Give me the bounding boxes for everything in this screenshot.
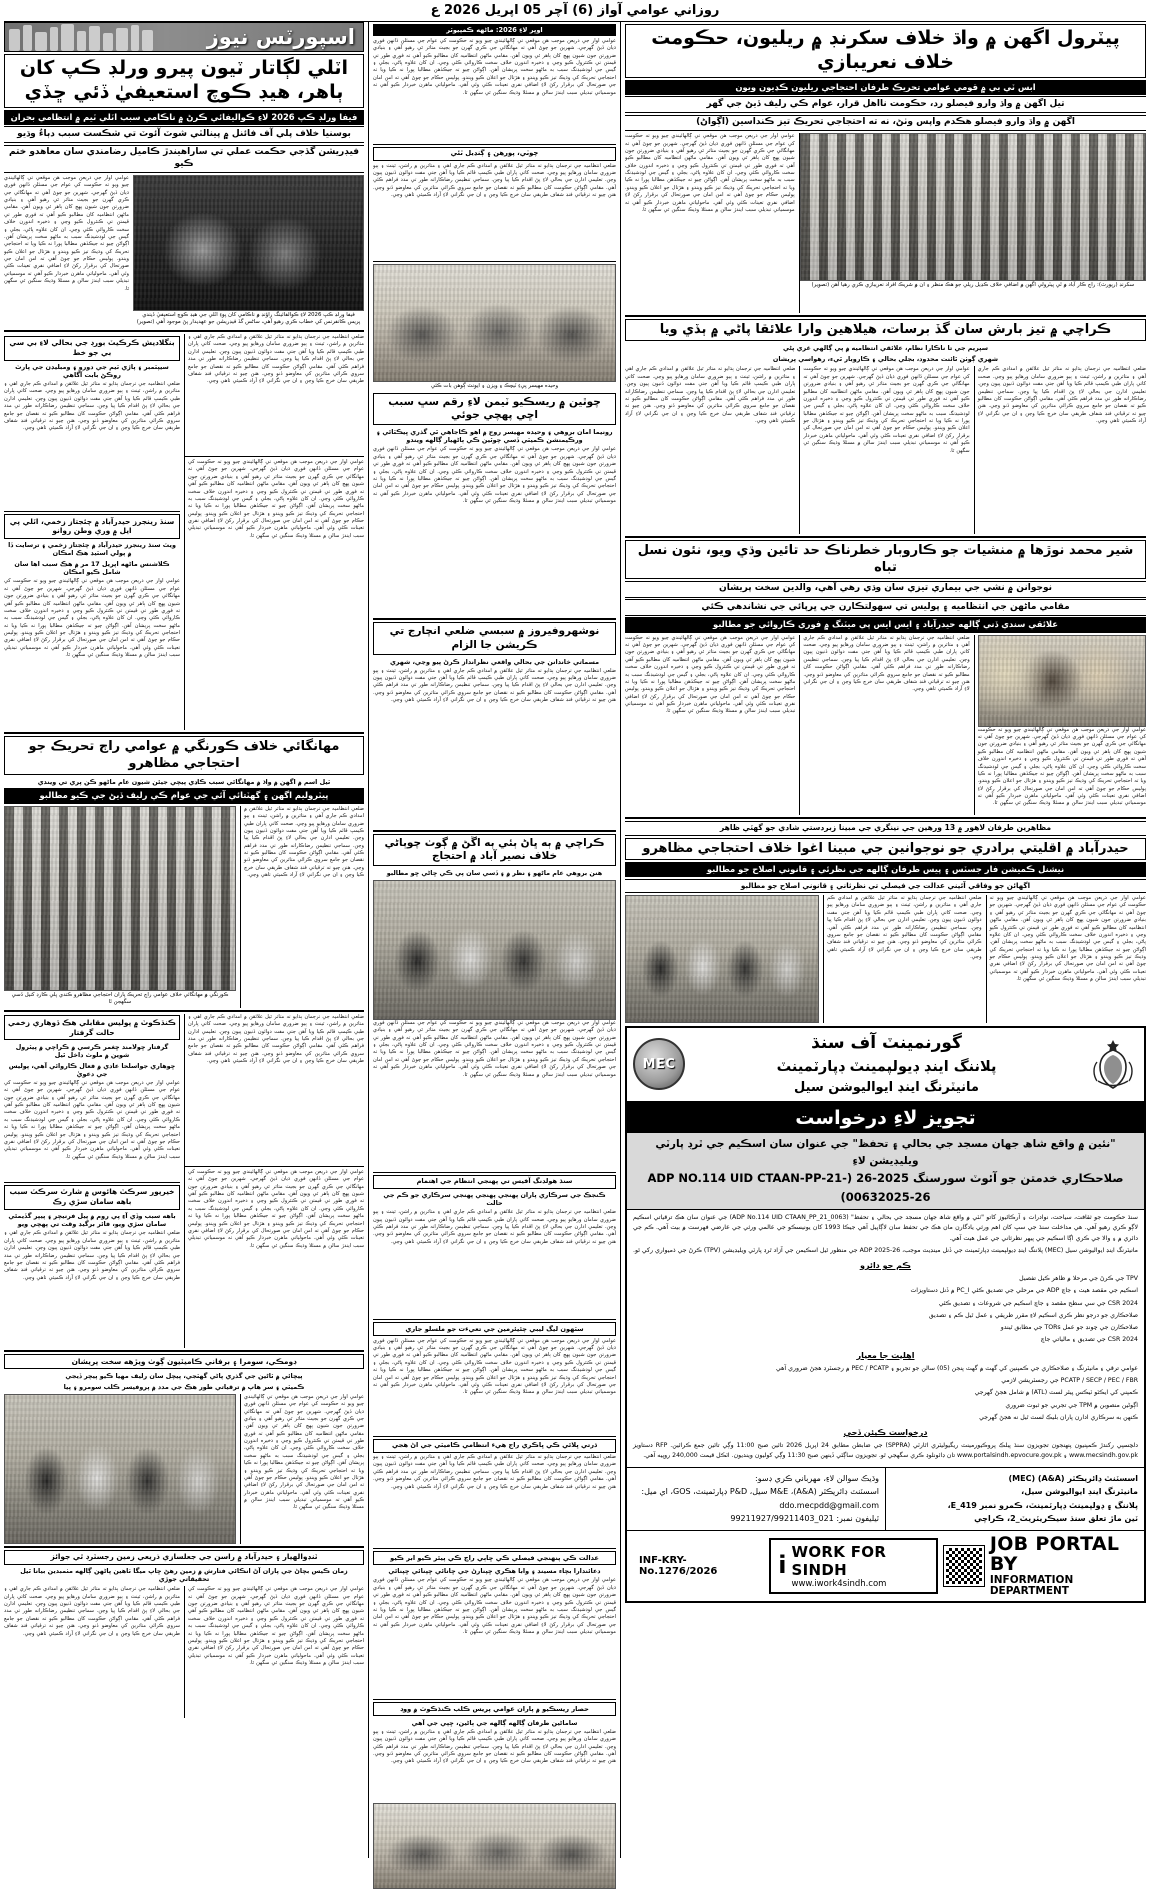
headline-drugs-sub1: نوجوانن ۾ نشي جي بيماري تيزي سان وڌي رهي آهي، والدين سخت پريشان (625, 581, 1146, 598)
meeting-photo (373, 264, 616, 382)
contact-right-l4: ٽين ماڙ تعلق سنڌ سيڪريٽريٽ_2، ڪراچي (974, 1514, 1138, 1524)
lead-subhead-2: تيل اگهن ۾ واڌ وارو فيصلو رد، حڪومت نااهل قرار، عوام ڪي رليف ڏيڻ جي گهر (625, 96, 1146, 113)
body-text: عوامي آواز جي ذريعن موجب هن موقعي تي ڳالهائيندي چيو ويو ته حڪومت کي عوام جي مسئلن ڏانهن فوري ڌيان ڏيڻ گهرجي. شهرين جو چوڻ آهي ته مهانگائي جي ڪري گهرن جو بجيٽ متاثر ٿي رهيو آهي ۽ بنيادي ضرورتن جون شيون پهچ کان ٻاهر ٿي ويون آهن. مقامي ماڻهن انتظاميه کان مطالبو ڪيو آهي ته فوري طور تي قيمتن تي ڪنٽرول ڪيو وڃي ۽ ذخيره اندوزن خلاف سخت ڪاروائي ڪئي وڃي. ان کان علاوه پاڻي، بجلي ۽ گيس جي لوڊشيڊنگ سبب به ماڻهو سخت پريشان آهن. اڳواڻن چيو ته جيڪڏهن مطالبا پورا نه ڪيا ويا ته احتجاجي تحريڪ کي وڌيڪ تيز ڪيو ويندو ۽ هڙتال جو اعلان ڪيو ويندو. پوليس حڪام جو چوڻ آهي ته امن امان جي صورتحال کي برقرار رکڻ لاءِ اضافي نفري تعينات ڪئي وئي آهي. ماحولياتي ماهرن خبردار ڪيو آهي ته موسمياتي تبديلي سبب ايندڙ سالن ۾ مسئلا وڌيڪ سنگين ٿي سگهن ٿا. (373, 1019, 616, 1078)
body-text: عوامي آواز جي ذريعن موجب هن موقعي تي ڳالهائيندي چيو ويو ته حڪومت کي عوام جي مسئلن ڏانهن فوري ڌيان ڏيڻ گهرجي. شهرين جو چوڻ آهي ته مهانگائي جي ڪري گهرن جو بجيٽ متاثر ٿي رهيو آهي ۽ بنيادي ضرورتن جون شيون پهچ کان ٻاهر ٿي ويون آهن. مقامي ماڻهن انتظاميه کان مطالبو ڪيو آهي ته فوري طور تي قيمتن تي ڪنٽرول ڪيو وڃي ۽ ذخيره اندوزن خلاف سخت ڪاروائي ڪئي وڃي. ان کان علاوه پاڻي، بجلي ۽ گيس جي لوڊشيڊنگ سبب به ماڻهو سخت پريشان آهن. اڳواڻن چيو ته جيڪڏهن مطالبا پورا نه ڪيا ويا ته احتجاجي تحريڪ کي وڌيڪ تيز ڪيو ويندو ۽ هڙتال جو اعلان ڪيو ويندو. پوليس حڪام جو چوڻ آهي ته امن امان جي صورتحال کي برقرار رکڻ لاءِ اضافي نفري تعينات ڪئي وئي آهي. ماحولياتي ماهرن خبردار ڪيو آهي ته موسمياتي تبديلي سبب ايندڙ سالن ۾ مسئلا وڌيڪ سنگين ٿي سگهن ٿا. (4, 578, 180, 659)
rain-col-a (625, 366, 795, 534)
headline-committees-sub2: ڪميٽي ۽ سر هاپ ۾ ترقياتي طور هڪ جي مدد ۾ پروفيسر ڪلب سومرو ۽ پيا (63, 1382, 305, 1391)
body-text: ضلعي انتظاميه جي ترجمان ٻڌايو ته متاثر ٿيل علائقن ۾ امدادي ڪم جاري آهي ۽ متاثرين ۾ راشن، ٽينٽ ۽ ٻيو ضروري سامان ورهايو پيو وڃي. صحت کاتي پاران طبي ڪيمپ قائم ڪيا ويا آهن جتي مفت دوائون ڏنيون پيون وڃن. تعليمي ادارن جي بحالي لاءِ پڻ اقدام ڪيا پيا وڃن. سماجي تنظيمن رضاڪارانه طور تي مدد فراهم ڪئي آهي. مقامي اڳواڻن حڪومت کان مطالبو ڪيو ته نقصان جو جامع سروي ڪرائي متاثرين کي معاوضو ڏنو وڃي. هنن چيو ته ترقياتي فنڊ شفاف طريقي سان خرچ ڪيا وڃن ۽ ان جي نگراني لاءِ آزاد ڪميٽي ٺاهي وڃي. (977, 366, 1146, 425)
headline-land-fraud-sub: زمان ڪيس بچاڻ جي پاران آڻ انڪائي فتارش ۾ زمين رهڻ ڇاپ ميگا ٺاهين پاڻهن ڳالهه مٺمبدين بيانا ٿيل تحقيقاتي جوڙي (20, 1567, 348, 1584)
headline-nasirabad-sub: هنن بروهي عام ماڻهو ۽ نظر ۾ ۽ ڏسي سان پي ڪي ڇاڻي ڇو مطالبو (386, 868, 603, 877)
headline-naushahro-sub: مسماتي خاندانن جي بحالي واقعي نظرانداز ڪرڻ پيو وڃي، شهري (389, 657, 600, 666)
left-lower-grid (4, 1014, 364, 1348)
drugs-col-a (625, 635, 795, 815)
eligibility-item: ڪمپني کي ايڪٽو ٽيڪس پيئر لسٽ (ATL) ۾ شامل هجڻ گهرجي (974, 1389, 1138, 1397)
sports-banner (4, 22, 364, 52)
govad-sub-line1: "نئين ۾ واقع شاھ جهان مسجد جي بحالي ۽ تحفظ" جي عنوان سان اسڪيم جي ٿرڊ پارٽي ويليڊيشن لاءِ (655, 1137, 1116, 1167)
korangi-photo-block (4, 806, 236, 1008)
sports-photo-caption: فيفا ورلڊ ڪپ 2026 لاءِ ڪوالفائينگ راؤنڊ ۾ ناڪامي کان پوءِ اٽلي جي هيڊ ڪوچ استعيفيٰ ڏيندي پريس ڪانفرنس کي خطاب ڪري رهيو آهي، ساڻس گڏ فيڊريشن جو عهديدار پڻ موجود آهي (تصوير) (136, 311, 361, 326)
rain-col-c (974, 366, 1146, 534)
scope-item: صلاحڪارن جي چونڊ جو عمل TORs جي مطابق ٿيندو (1000, 1324, 1138, 1332)
inf-number: INF-KRY-No.1276/2026 (639, 1554, 718, 1577)
body-text: ضلعي انتظاميه جي ترجمان ٻڌايو ته متاثر ٿيل علائقن ۾ امدادي ڪم جاري آهي ۽ متاثرين ۾ راشن، ٽينٽ ۽ ٻيو ضروري سامان ورهايو پيو وڃي. صحت کاتي پاران طبي ڪيمپ قائم ڪيا ويا آهن جتي مفت دوائون ڏنيون پيون وڃن. تعليمي ادارن جي بحالي لاءِ پڻ اقدام ڪيا پيا وڃن. سماجي تنظيمن رضاڪارانه طور تي مدد فراهم ڪئي آهي. مقامي اڳواڻن حڪومت کان مطالبو ڪيو ته نقصان جو جامع سروي ڪرائي متاثرين کي معاوضو ڏنو وڃي. هنن چيو ته ترقياتي فنڊ شفاف طريقي سان خرچ ڪيا وڃن ۽ ان جي نگراني لاءِ آزاد ڪميٽي ٺاهي وڃي. (373, 667, 616, 704)
headline-drugs-sub3: علائقي سندي ڏني ڳالهه حيدرآباد ۽ ايس ايس پي ميٽنگ ۾ فوري ڪاروائي جو مطالبو (625, 617, 1146, 632)
scope-item: صلاحڪاري جو درجو نظر ڪري اسڪيم لاءِ مقرر طريقي ۽ عمل ٿيل ڪم ۽ تصديق (928, 1311, 1138, 1319)
lead-subhead-1: ابس ٽي بي ۾ قومي عوامي تحريڪ طرفان احتجاجي ريليون ڪڍيون ويون (625, 80, 1146, 95)
body-text: عوامي آواز جي ذريعن موجب هن موقعي تي ڳالهائيندي چيو ويو ته حڪومت کي عوام جي مسئلن ڏانهن فوري ڌيان ڏيڻ گهرجي. شهرين جو چوڻ آهي ته مهانگائي جي ڪري گهرن جو بجيٽ متاثر ٿي رهيو آهي ۽ بنيادي ضرورتن جون شيون پهچ کان ٻاهر ٿي ويون آهن. مقامي ماڻهن انتظاميه کان مطالبو ڪيو آهي ته فوري طور تي قيمتن تي ڪنٽرول ڪيو وڃي ۽ ذخيره اندوزن خلاف سخت ڪاروائي ڪئي وڃي. ان کان علاوه پاڻي، بجلي ۽ گيس جي لوڊشيڊنگ سبب به ماڻهو سخت پريشان آهن. اڳواڻن چيو ته جيڪڏهن مطالبا پورا نه ڪيا ويا ته احتجاجي تحريڪ کي وڌيڪ تيز ڪيو ويندو ۽ هڙتال جو اعلان ڪيو ويندو. پوليس حڪام جو چوڻ آهي ته امن امان جي صورتحال کي برقرار رکڻ لاءِ اضافي نفري تعينات ڪئي وئي آهي. ماحولياتي ماهرن خبردار ڪيو آهي ته موسمياتي تبديلي سبب ايندڙ سالن ۾ مسئلا وڌيڪ سنگين ٿي سگهن ٿا. (188, 459, 364, 539)
body-text: ضلعي انتظاميه جي ترجمان ٻڌايو ته متاثر ٿيل علائقن ۾ امدادي ڪم جاري آهي ۽ متاثرين ۾ راشن، ٽينٽ ۽ ٻيو ضروري سامان ورهايو پيو وڃي. صحت کاتي پاران طبي ڪيمپ قائم ڪيا ويا آهن جتي مفت دوائون ڏنيون پيون وڃن. تعليمي ادارن جي بحالي لاءِ پڻ اقدام ڪيا پيا وڃن. سماجي تنظيمن رضاڪارانه طور تي مدد فراهم ڪئي آهي. مقامي اڳواڻن حڪومت کان مطالبو ڪيو ته نقصان جو جامع سروي ڪرائي متاثرين کي معاوضو ڏنو وڃي. هنن چيو ته ترقياتي فنڊ شفاف طريقي سان خرچ ڪيا وڃن ۽ ان جي نگراني لاءِ آزاد ڪميٽي ٺاهي وڃي. (4, 1230, 180, 1281)
left-section (4, 22, 364, 1858)
police-kicker: اوڀر لاءِ 2026: ماڻهه ڪمپيوٽر (373, 24, 616, 37)
headline-dharti: ڌرتي ڀلائي ڪي ڀاڪري راج هيء انتظامي ڪاميٽي جي اڻ هجي (373, 1439, 616, 1453)
body-text: ضلعي انتظاميه جي ترجمان ٻڌايو ته متاثر ٿيل علائقن ۾ امدادي ڪم جاري آهي ۽ متاثرين ۾ راشن، ٽينٽ ۽ ٻيو ضروري سامان ورهايو پيو وڃي. صحت کاتي پاران طبي ڪيمپ قائم ڪيا ويا آهن جتي مفت دوائون ڏنيون پيون وڃن. تعليمي ادارن جي بحالي لاءِ پڻ اقدام ڪيا پيا وڃن. سماجي تنظيمن رضاڪارانه طور تي مدد فراهم ڪئي آهي. مقامي اڳواڻن حڪومت کان مطالبو ڪيو ته نقصان جو جامع سروي ڪرائي متاثرين کي معاوضو ڏنو وڃي. هنن چيو ته ترقياتي فنڊ شفاف طريقي سان خرچ ڪيا وڃن ۽ ان جي نگراني لاءِ آزاد ڪميٽي ٺاهي وڃي. (625, 366, 796, 425)
minority-col-b (823, 895, 981, 1023)
sports-subhead-3: فيڊريشن گڏجي حڪمت عملي تي ساراهيندڙ ڪاميل رضامندي سان معاهدو ختم ڪيو (4, 145, 364, 173)
body-text: عوامي آواز جي ذريعن موجب هن موقعي تي ڳالهائيندي چيو ويو ته حڪومت کي عوام جي مسئلن ڏانهن فوري ڌيان ڏيڻ گهرجي. شهرين جو چوڻ آهي ته مهانگائي جي ڪري گهرن جو بجيٽ متاثر ٿي رهيو آهي ۽ بنيادي ضرورتن جون شيون پهچ کان ٻاهر ٿي ويون آهن. مقامي ماڻهن انتظاميه کان مطالبو ڪيو آهي ته فوري طور تي قيمتن تي ڪنٽرول ڪيو وڃي ۽ ذخيره اندوزن خلاف سخت ڪاروائي ڪئي وڃي. ان کان علاوه پاڻي، بجلي ۽ گيس جي لوڊشيڊنگ سبب به ماڻهو سخت پريشان آهن. اڳواڻن چيو ته جيڪڏهن مطالبا پورا نه ڪيا ويا ته احتجاجي تحريڪ کي وڌيڪ تيز ڪيو ويندو ۽ هڙتال جو اعلان ڪيو ويندو. پوليس حڪام جو چوڻ آهي ته امن امان جي صورتحال کي برقرار رکڻ لاءِ اضافي نفري تعينات ڪئي وئي آهي. ماحولياتي ماهرن خبردار ڪيو آهي ته موسمياتي تبديلي سبب ايندڙ سالن ۾ مسئلا وڌيڪ سنگين ٿي سگهن ٿا. (803, 366, 970, 454)
body-text: ضلعي انتظاميه جي ترجمان ٻڌايو ته متاثر ٿيل علائقن ۾ امدادي ڪم جاري آهي ۽ متاثرين ۾ راشن، ٽينٽ ۽ ٻيو ضروري سامان ورهايو پيو وڃي. صحت کاتي پاران طبي ڪيمپ قائم ڪيا ويا آهن جتي مفت دوائون ڏنيون پيون وڃن. تعليمي ادارن جي بحالي لاءِ پڻ اقدام ڪيا پيا وڃن. سماجي تنظيمن رضاڪارانه طور تي مدد فراهم ڪئي آهي. مقامي اڳواڻن حڪومت کان مطالبو ڪيو ته نقصان جو جامع سروي ڪرائي متاثرين کي معاوضو ڏنو وڃي. هنن چيو ته ترقياتي فنڊ شفاف طريقي سان خرچ ڪيا وڃن ۽ ان جي نگراني لاءِ آزاد ڪميٽي ٺاهي وڃي. (373, 1728, 616, 1765)
iwork-logo[interactable] (769, 1538, 938, 1594)
left-lower-col-b (184, 1014, 364, 1348)
body-text: عوامي آواز جي ذريعن موجب هن موقعي تي ڳالهائيندي چيو ويو ته حڪومت کي عوام جي مسئلن ڏانهن فوري ڌيان ڏيڻ گهرجي. شهرين جو چوڻ آهي ته مهانگائي جي ڪري گهرن جو بجيٽ متاثر ٿي رهيو آهي ۽ بنيادي ضرورتن جون شيون پهچ کان ٻاهر ٿي ويون آهن. مقامي ماڻهن انتظاميه کان مطالبو ڪيو آهي ته فوري طور تي قيمتن تي ڪنٽرول ڪيو وڃي ۽ ذخيره اندوزن خلاف سخت ڪاروائي ڪئي وڃي. ان کان علاوه پاڻي، بجلي ۽ گيس جي لوڊشيڊنگ سبب به ماڻهو سخت پريشان آهن. اڳواڻن چيو ته جيڪڏهن مطالبا پورا نه ڪيا ويا ته احتجاجي تحريڪ کي وڌيڪ تيز ڪيو ويندو ۽ هڙتال جو اعلان ڪيو ويندو. پوليس حڪام جو چوڻ آهي ته امن امان جي صورتحال کي برقرار رکڻ لاءِ اضافي نفري تعينات ڪئي وئي آهي. ماحولياتي ماهرن خبردار ڪيو آهي ته موسمياتي تبديلي سبب ايندڙ سالن ۾ مسئلا وڌيڪ سنگين ٿي سگهن ٿا. (989, 895, 1146, 983)
masthead-text: روزاني عوامي آواز (6) آچر 05 اپريل 2026 ع (430, 3, 720, 18)
govad-header (627, 1028, 1144, 1103)
headline-committees: ڊومڪي، سومرا ۽ برفاني ڪاميٽيون ڳوٺ ويڙهه سخت پريشان (4, 1354, 364, 1369)
body-text: ضلعي انتظاميه جي ترجمان ٻڌايو ته متاثر ٿيل علائقن ۾ امدادي ڪم جاري آهي ۽ متاثرين ۾ راشن، ٽينٽ ۽ ٻيو ضروري سامان ورهايو پيو وڃي. صحت کاتي پاران طبي ڪيمپ قائم ڪيا ويا آهن جتي مفت دوائون ڏنيون پيون وڃن. تعليمي ادارن جي بحالي لاءِ پڻ اقدام ڪيا پيا وڃن. سماجي تنظيمن رضاڪارانه طور تي مدد فراهم ڪئي آهي. مقامي اڳواڻن حڪومت کان مطالبو ڪيو ته نقصان جو جامع سروي ڪرائي متاثرين کي معاوضو ڏنو وڃي. هنن چيو ته ترقياتي فنڊ شفاف طريقي سان خرچ ڪيا وڃن ۽ ان جي نگراني لاءِ آزاد ڪميٽي ٺاهي وڃي. (4, 381, 180, 432)
middle-section (368, 22, 616, 1858)
village-street-photo (4, 1394, 236, 1544)
govad-para1: سنڌ حڪومت جو ثقافت، سياحت، نوادرات ۽ آرڪائيوز کاتو "ٺٽي ۾ واقع شاھ جهان مسجد جي بحالي ۽ تحفظ" (ADP No.114 UID CTAAN_PP_21_0063) جي عنوان سان هڪ ترقياتي اسڪيم لاڳو ڪري رهيو آهي. هي مداخلت سنڌ جي سڀ کان اهم ورثي يادگارن مان هڪ جي تحفظ سان لاڳاپيل آهي جيڪا 1993 کان يونيسڪو جي عالمي ورثي جي عارضي فهرست ۾ بيٺ آهي. ڪم جي دائري ۾ ۽ والا جي ڪري اڳا اسڪيم جي پيهر نظرثاني جي عمل هيٺ آهي. (633, 1214, 1138, 1242)
hyderabad-protest-photo (625, 895, 819, 1023)
lead-text-col (625, 133, 795, 313)
drugs-seizure-photo (978, 635, 1146, 727)
rain-story-cols (625, 366, 1146, 534)
headline-karachi-rain: ڪراچي ۾ تيز بارش سان گڏ برسات، هيلاهين وارا علائقا پاڻي ۾ ٻڏي ويا (625, 319, 1146, 341)
headline-minority-kicker: مظاهرين طرفان لاهور ۾ 13 ورهين جي نينگري جي مبينا زبردستي شادي جو گهٽي ظاهر (625, 821, 1146, 836)
press-club-photo (373, 1803, 616, 1889)
eligibility-item: ڪنهن به سرڪاري ادارن پاران بليڪ لسٽ ٿيل نه هجڻ گهرجي (979, 1413, 1138, 1421)
drugs-photo-col (974, 635, 1146, 815)
headline-bangladesh-sub: سيپٽمبر ۽ پاڙي ٽيم جي دورو ۽ ومبليڊن جي پارٽ روڪڻ بابت آگاهي (15, 363, 169, 379)
jobportal-line2: INFORMATION DEPARTMENT (989, 1573, 1074, 1597)
body-text: عوامي آواز جي ذريعن موجب هن موقعي تي ڳالهائيندي چيو ويو ته حڪومت کي عوام جي مسئلن ڏانهن فوري ڌيان ڏيڻ گهرجي. شهرين جو چوڻ آهي ته مهانگائي جي ڪري گهرن جو بجيٽ متاثر ٿي رهيو آهي ۽ بنيادي ضرورتن جون شيون پهچ کان ٻاهر ٿي ويون آهن. مقامي ماڻهن انتظاميه کان مطالبو ڪيو آهي ته فوري طور تي قيمتن تي ڪنٽرول ڪيو وڃي ۽ ذخيره اندوزن خلاف سخت ڪاروائي ڪئي وڃي. ان کان علاوه پاڻي، بجلي ۽ گيس جي لوڊشيڊنگ سبب به ماڻهو سخت پريشان آهن. اڳواڻن چيو ته جيڪڏهن مطالبا پورا نه ڪيا ويا ته احتجاجي تحريڪ کي وڌيڪ تيز ڪيو ويندو ۽ هڙتال جو اعلان ڪيو ويندو. پوليس حڪام جو چوڻ آهي ته امن امان جي صورتحال کي برقرار رکڻ لاءِ اضافي نفري تعينات ڪئي وئي آهي. ماحولياتي ماهرن خبردار ڪيو آهي ته موسمياتي تبديلي سبب ايندڙ سالن ۾ مسئلا وڌيڪ سنگين ٿي سگهن ٿا. (188, 1586, 364, 1667)
eligibility-item: عوامي ترقي ۽ مانيٽرنگ ۽ صلاحڪاري جي ڪمپنين کي گهٽ ۾ گهٽ پنجن (05) سالن جو تجربو ۽ PEC / PCATP ۾ رجسٽرڊ هجڻ ضروري آهي (776, 1364, 1138, 1372)
sukkur-rally-caption: سکرنڊ (رپورٽ): راڄ ڪار آباد ۾ ٿي پيٽرولي اگهن ۾ اضافي خلاف ڪڍيل ريلي جو هڪ منظر ۽ ان ۾ شريڪ افراد نعريبازي ڪري رهيا آهن (تصوير) (811, 282, 1135, 289)
headline-rangers-sub2: ڪلاشنس ماڻهه اپريل 17 مر ۾ هڪ سبب اها سان شامل ڪيو امڪان (14, 560, 170, 577)
sports-silhouettes-icon (9, 23, 174, 51)
sindh-government-crest-icon (1088, 1037, 1138, 1091)
scope-item: اسڪيم جي مقصد هيٺ ۽ جاچ ADP جي مرحلي جي تصديق ڪئي PC_I ۾ ڏنل دستاويزات (910, 1287, 1138, 1295)
iwork-url[interactable]: www.iwork4sindh.com (791, 1579, 887, 1589)
body-text: عوامي آواز جي ذريعن موجب هن موقعي تي ڳالهائيندي چيو ويو ته حڪومت کي عوام جي مسئلن ڏانهن فوري ڌيان ڏيڻ گهرجي. شهرين جو چوڻ آهي ته مهانگائي جي ڪري گهرن جو بجيٽ متاثر ٿي رهيو آهي ۽ بنيادي ضرورتن جون شيون پهچ کان ٻاهر ٿي ويون آهن. مقامي ماڻهن انتظاميه کان مطالبو ڪيو آهي ته فوري طور تي قيمتن تي ڪنٽرول ڪيو وڃي ۽ ذخيره اندوزن خلاف سخت ڪاروائي ڪئي وڃي. ان کان علاوه پاڻي، بجلي ۽ گيس جي لوڊشيڊنگ سبب به ماڻهو سخت پريشان آهن. اڳواڻن چيو ته جيڪڏهن مطالبا پورا نه ڪيا ويا ته احتجاجي تحريڪ کي وڌيڪ تيز ڪيو ويندو ۽ هڙتال جو اعلان ڪيو ويندو. پوليس حڪام جو چوڻ آهي ته امن امان جي صورتحال کي برقرار رکڻ لاءِ اضافي نفري تعينات ڪئي وئي آهي. ماحولياتي ماهرن خبردار ڪيو آهي ته موسمياتي تبديلي سبب ايندڙ سالن ۾ مسئلا وڌيڪ سنگين ٿي سگهن ٿا. (373, 446, 616, 504)
body-text: عوامي آواز جي ذريعن موجب هن موقعي تي ڳالهائيندي چيو ويو ته حڪومت کي عوام جي مسئلن ڏانهن فوري ڌيان ڏيڻ گهرجي. شهرين جو چوڻ آهي ته مهانگائي جي ڪري گهرن جو بجيٽ متاثر ٿي رهيو آهي ۽ بنيادي ضرورتن جون شيون پهچ کان ٻاهر ٿي ويون آهن. مقامي ماڻهن انتظاميه کان مطالبو ڪيو آهي ته فوري طور تي قيمتن تي ڪنٽرول ڪيو وڃي ۽ ذخيره اندوزن خلاف سخت ڪاروائي ڪئي وڃي. ان کان علاوه پاڻي، بجلي ۽ گيس جي لوڊشيڊنگ سبب به ماڻهو سخت پريشان آهن. اڳواڻن چيو ته جيڪڏهن مطالبا پورا نه ڪيا ويا ته احتجاجي تحريڪ کي وڌيڪ تيز ڪيو ويندو ۽ هڙتال جو اعلان ڪيو ويندو. پوليس حڪام جو چوڻ آهي ته امن امان جي صورتحال کي برقرار رکڻ لاءِ اضافي نفري تعينات ڪئي وئي آهي. ماحولياتي ماهرن خبردار ڪيو آهي ته موسمياتي تبديلي سبب ايندڙ سالن ۾ مسئلا وڌيڪ سنگين ٿي سگهن ٿا. (373, 1337, 616, 1396)
nasirabad-protest-photo (373, 880, 616, 1020)
headline-nasirabad: ڪراچي ۾ ٻه ڀاڻ ٻئي ٻه اڱڻ ۾ ڳوٺ چوٻاڻي خلاف نصير آباد ۾ احتجاج (373, 834, 616, 866)
iwork-i-icon: i (778, 1551, 787, 1580)
minority-story-cols (625, 895, 1146, 1023)
contact-left-l3: ٽيليفون نمبر: 021_99211927/99211403 (730, 1514, 879, 1524)
headline-rescue-sub: رونيما امان بروهي ۽ وحيده مهيسر روج ۾ اهو ڪاجاهي ٿي گذري ڀيڪٽائي ۽ ورڪيمنشن ڪميٽي ڏسي چوٿين ڪي ٻاڻهيار ڳالهه ويندو (376, 428, 613, 445)
headline-press-club: حصار ريسڪيو ۾ پاران عوامي پريس ڪلب ڪنڌڪوٽ ۾ ووڊ (373, 1702, 616, 1716)
sports-banner-title: اسپورٽس نيوز (206, 25, 355, 49)
village-side-text (240, 1394, 364, 1544)
govad-apply-body: دلچسپي رکندڙ ڪمپنيون پنهنجون تجويزون سنڌ پبلڪ پروڪيورمينٽ ريگيوليٽري اٿارٽي (SPPRA) جي ضابطن مطابق 24 اپريل 2026 تائين صبح 11:00 وڳي تائين جمع ڪرائين. RFP دستاويز www.mecsindh.gov.pk ۽ www.portalsindh.epvocure.gov.pk تان ڊائونلوڊ ڪري سگهجي ٿو. تجويزون ساڳئي ڏينهن صبح 11:30 وڳي کوليون وينديون. اٽڪل قيمت 240,000 روپيه آهي. (633, 1442, 1138, 1460)
headline-rangers: سنڌ رينجرز حيدرآباد ۾ چئجتاز زخمي، اٽلي پي ايل ۾ وري وطن روانو (4, 514, 180, 539)
headline-drugs-sub2: مقامي ماڻهن جي انتظاميه ۽ پوليس تي سهولتڪارن جي ڀرپائي جي نشاندهي ڪئي (625, 599, 1146, 616)
sports-photo-block (133, 175, 364, 328)
headline-kandhkot-police: ڪنڌڪوٽ ۾ پوليس مقابلي هڪ ڏوهاري زخمي حالت گرفتار (4, 1015, 180, 1040)
body-text: عوامي آواز جي ذريعن موجب هن موقعي تي ڳالهائيندي چيو ويو ته حڪومت کي عوام جي مسئلن ڏانهن فوري ڌيان ڏيڻ گهرجي. شهرين جو چوڻ آهي ته مهانگائي جي ڪري گهرن جو بجيٽ متاثر ٿي رهيو آهي ۽ بنيادي ضرورتن جون شيون پهچ کان ٻاهر ٿي ويون آهن. مقامي ماڻهن انتظاميه کان مطالبو ڪيو آهي ته فوري طور تي قيمتن تي ڪنٽرول ڪيو وڃي ۽ ذخيره اندوزن خلاف سخت ڪاروائي ڪئي وڃي. ان کان علاوه پاڻي، بجلي ۽ گيس جي لوڊشيڊنگ سبب به ماڻهو سخت پريشان آهن. اڳواڻن چيو ته جيڪڏهن مطالبا پورا نه ڪيا ويا ته احتجاجي تحريڪ کي وڌيڪ تيز ڪيو ويندو ۽ هڙتال جو اعلان ڪيو ويندو. پوليس حڪام جو چوڻ آهي ته امن امان جي صورتحال کي برقرار رکڻ لاءِ اضافي نفري تعينات ڪئي وئي آهي. ماحولياتي ماهرن خبردار ڪيو آهي ته موسمياتي تبديلي سبب ايندڙ سالن ۾ مسئلا وڌيڪ سنگين ٿي سگهن ٿا. (244, 1393, 364, 1511)
govad-contact-left (627, 1468, 886, 1530)
body-text: ضلعي انتظاميه جي ترجمان ٻڌايو ته متاثر ٿيل علائقن ۾ امدادي ڪم جاري آهي ۽ متاثرين ۾ راشن، ٽينٽ ۽ ٻيو ضروري سامان ورهايو پيو وڃي. صحت کاتي پاران طبي ڪيمپ قائم ڪيا ويا آهن جتي مفت دوائون ڏنيون پيون وڃن. تعليمي ادارن جي بحالي لاءِ پڻ اقدام ڪيا پيا وڃن. سماجي تنظيمن رضاڪارانه طور تي مدد فراهم ڪئي آهي. مقامي اڳواڻن حڪومت کان مطالبو ڪيو ته نقصان جو جامع سروي ڪرائي متاثرين کي معاوضو ڏنو وڃي. هنن چيو ته ترقياتي فنڊ شفاف طريقي سان خرچ ڪيا وڃن ۽ ان جي نگراني لاءِ آزاد ڪميٽي ٺاهي وڃي. (244, 805, 364, 879)
mec-logo-text: MEC (642, 1056, 676, 1072)
body-text: عوامي آواز جي ذريعن موجب هن موقعي تي ڳالهائيندي چيو ويو ته حڪومت کي عوام جي مسئلن ڏانهن فوري ڌيان ڏيڻ گهرجي. شهرين جو چوڻ آهي ته مهانگائي جي ڪري گهرن جو بجيٽ متاثر ٿي رهيو آهي ۽ بنيادي ضرورتن جون شيون پهچ کان ٻاهر ٿي ويون آهن. مقامي ماڻهن انتظاميه کان مطالبو ڪيو آهي ته فوري طور تي قيمتن تي ڪنٽرول ڪيو وڃي ۽ ذخيره اندوزن خلاف سخت ڪاروائي ڪئي وڃي. ان کان علاوه پاڻي، بجلي ۽ گيس جي لوڊشيڊنگ سبب به ماڻهو سخت پريشان آهن. اڳواڻن چيو ته جيڪڏهن مطالبا پورا نه ڪيا ويا ته احتجاجي تحريڪ کي وڌيڪ تيز ڪيو ويندو ۽ هڙتال جو اعلان ڪيو ويندو. پوليس حڪام جو چوڻ آهي ته امن امان جي صورتحال کي برقرار رکڻ لاءِ اضافي نفري تعينات ڪئي وئي آهي. ماحولياتي ماهرن خبردار ڪيو آهي ته موسمياتي تبديلي سبب ايندڙ سالن ۾ مسئلا وڌيڪ سنگين ٿي سگهن ٿا. (188, 1168, 364, 1249)
govad-contact-right (886, 1468, 1144, 1530)
korangi-protest-photo (4, 806, 236, 991)
contact-right-l1: اسسٽنٽ ڊائريڪٽر (A&A) (MEC) (1008, 1473, 1138, 1483)
qr-code-icon[interactable] (944, 1546, 984, 1586)
contact-right-l2: مانيٽرنگ اينڊ ايواليوشن سيل، (1021, 1487, 1138, 1497)
govad-line1: گورنمينٽ آف سنڌ (811, 1033, 962, 1053)
headline-khairpur-fire: خيرپور سرڪٽ هائوس ۾ شارٽ سرڪٽ سبب باهه سامان سڙي رڪ (4, 1185, 180, 1210)
headline-drugs: شير محمد نوڙها ۾ منشيات جو ڪاروبار خطرناڪ حد تائين وڌي ويو، نئون نسل تباه (625, 540, 1146, 579)
body-text: عوامي آواز جي ذريعن موجب هن موقعي تي ڳالهائيندي چيو ويو ته حڪومت کي عوام جي مسئلن ڏانهن فوري ڌيان ڏيڻ گهرجي. شهرين جو چوڻ آهي ته مهانگائي جي ڪري گهرن جو بجيٽ متاثر ٿي رهيو آهي ۽ بنيادي ضرورتن جون شيون پهچ کان ٻاهر ٿي ويون آهن. مقامي ماڻهن انتظاميه کان مطالبو ڪيو آهي ته فوري طور تي قيمتن تي ڪنٽرول ڪيو وڃي ۽ ذخيره اندوزن خلاف سخت ڪاروائي ڪئي وڃي. ان کان علاوه پاڻي، بجلي ۽ گيس جي لوڊشيڊنگ سبب به ماڻهو سخت پريشان آهن. اڳواڻن چيو ته جيڪڏهن مطالبا پورا نه ڪيا ويا ته احتجاجي تحريڪ کي وڌيڪ تيز ڪيو ويندو ۽ هڙتال جو اعلان ڪيو ويندو. پوليس حڪام جو چوڻ آهي ته امن امان جي صورتحال کي برقرار رکڻ لاءِ اضافي نفري تعينات ڪئي وئي آهي. ماحولياتي ماهرن خبردار ڪيو آهي ته موسمياتي تبديلي سبب ايندڙ سالن ۾ مسئلا وڌيڪ سنگين ٿي سگهن ٿا. (4, 174, 129, 292)
headline-kandhkot-sub1: گرفتار ڇولامند ڇغمر ڪرسي ۾ ڪراچي ۾ پيٽرول شوين ۾ ملوث داخل ٿيل (15, 1042, 169, 1059)
scope-item: CSR 2024 جي تصديق ۽ مالياتي جاچ (1040, 1336, 1138, 1344)
minority-col-c (986, 895, 1146, 1023)
village-photo-block (4, 1394, 236, 1544)
headline-court-sub: دعائندارا بچاء مسينڊ ۽ وابا هڪري ڇپنارڻ جي ڇانائي ڇپنائي ڇپنائي (388, 1567, 601, 1576)
government-advertisement (625, 1026, 1146, 1603)
iwork-title: WORK FOR SINDH (791, 1543, 887, 1579)
sports-side-text-col (4, 175, 129, 328)
govad-rfp-title: تجويز لاءِ درخواست (627, 1103, 1144, 1133)
headline-rangers-sub: ويٽ سنڌ رينجرز حيدرآباد ۾ چئجتاز زخمي ۽ ترسايت ڏا ۾ پولي اسٽيڊ هڪ امڪان (8, 541, 176, 558)
headline-rescue-teams: چوٿين ۾ ريسڪيو ٽيمن لاءِ رقم سڀ سبب اڇي پهچي جوئي (373, 393, 616, 425)
headline-committees-sub1: پيچائي ۾ ٽاڻين جي گذري پاڻي گهٽجي، پيچل سان رليف مهيا ڪيو پيچر ڏيجي (65, 1371, 303, 1380)
govad-titles (685, 1031, 1088, 1098)
body-text: عوامي آواز جي ذريعن موجب هن موقعي تي ڳالهائيندي چيو ويو ته حڪومت کي عوام جي مسئلن ڏانهن فوري ڌيان ڏيڻ گهرجي. شهرين جو چوڻ آهي ته مهانگائي جي ڪري گهرن جو بجيٽ متاثر ٿي رهيو آهي ۽ بنيادي ضرورتن جون شيون پهچ کان ٻاهر ٿي ويون آهن. مقامي ماڻهن انتظاميه کان مطالبو ڪيو آهي ته فوري طور تي قيمتن تي ڪنٽرول ڪيو وڃي ۽ ذخيره اندوزن خلاف سخت ڪاروائي ڪئي وڃي. ان کان علاوه پاڻي، بجلي ۽ گيس جي لوڊشيڊنگ سبب به ماڻهو سخت پريشان آهن. اڳواڻن چيو ته جيڪڏهن مطالبا پورا نه ڪيا ويا ته احتجاجي تحريڪ کي وڌيڪ تيز ڪيو ويندو ۽ هڙتال جو اعلان ڪيو ويندو. پوليس حڪام جو چوڻ آهي ته امن امان جي صورتحال کي برقرار رکڻ لاءِ اضافي نفري تعينات ڪئي وئي آهي. ماحولياتي ماهرن خبردار ڪيو آهي ته موسمياتي تبديلي سبب ايندڙ سالن ۾ مسئلا وڌيڪ سنگين ٿي سگهن ٿا. (373, 37, 616, 96)
govad-line2: پلاننگ اينڊ ڊيولپمينٽ ڊپارٽمينٽ (776, 1058, 997, 1075)
land-fraud-col-b (184, 1586, 364, 1718)
minority-photo-col (625, 895, 819, 1023)
govad-line3: مانيٽرنگ اينڊ ايواليوشن سيل (794, 1080, 979, 1096)
headline-bangladesh: بنگلاديش ڪرڪيٽ بورڊ جي بحالي لاءِ بي سي بي جو خط (4, 336, 180, 361)
govad-contact-block (627, 1467, 1144, 1531)
eligibility-item: PCATP / SECP / PEC / FBR جي رجسٽريشن لازمي (1001, 1377, 1138, 1385)
meeting-photo-caption: وحيده مهيسر پيءِ ٽيچڪ ۽ ويزن ۽ ايونٽ ڳوهن بات ڪئي (430, 382, 559, 389)
body-text: عوامي آواز جي ذريعن موجب هن موقعي تي ڳالهائيندي چيو ويو ته حڪومت کي عوام جي مسئلن ڏانهن فوري ڌيان ڏيڻ گهرجي. شهرين جو چوڻ آهي ته مهانگائي جي ڪري گهرن جو بجيٽ متاثر ٿي رهيو آهي ۽ بنيادي ضرورتن جون شيون پهچ کان ٻاهر ٿي ويون آهن. مقامي ماڻهن انتظاميه کان مطالبو ڪيو آهي ته فوري طور تي قيمتن تي ڪنٽرول ڪيو وڃي ۽ ذخيره اندوزن خلاف سخت ڪاروائي ڪئي وڃي. ان کان علاوه پاڻي، بجلي ۽ گيس جي لوڊشيڊنگ سبب به ماڻهو سخت پريشان آهن. اڳواڻن چيو ته جيڪڏهن مطالبا پورا نه ڪيا ويا ته احتجاجي تحريڪ کي وڌيڪ تيز ڪيو ويندو ۽ هڙتال جو اعلان ڪيو ويندو. پوليس حڪام جو چوڻ آهي ته امن امان جي صورتحال کي برقرار رکڻ لاءِ اضافي نفري تعينات ڪئي وئي آهي. ماحولياتي ماهرن خبردار ڪيو آهي ته موسمياتي تبديلي سبب ايندڙ سالن ۾ مسئلا وڌيڪ سنگين ٿي سگهن ٿا. (4, 1079, 180, 1160)
land-fraud-col-a (4, 1586, 180, 1718)
sports-subhead-1: فيفا ورلڊ ڪپ 2026 لاءِ ڪواليفائي ڪرڻ ۾ ناڪامي سبب اٽلي ٽيم ۾ انتظامي بحران (4, 110, 364, 125)
scope-item: TPV جي ڪرڻ جي مرحلا ۾ ظاهر ڪيل تفصيل (1019, 1275, 1138, 1283)
masthead (4, 0, 1146, 22)
contact-right-l3: پلاننگ ۽ ڊولپمينٽ ڊپارٽمينٽ، ڪمرو نمبر E_419، (947, 1500, 1138, 1510)
govad-subtitle (627, 1133, 1144, 1210)
headline-court: عدالت ڪي پنهنجي فيصلي ڪي ڇاٻي راڄ ڪي پيئر ڪيو ابر ڪيو (373, 1551, 616, 1565)
page-grid (4, 22, 1146, 1858)
govad-scope-list (633, 1274, 1138, 1345)
sports-headline: اٽلي لڳاتار ٽيون پيرو ورلڊ ڪپ کان ٻاهر، هيڊ ڪوچ استعيفيٰ ڏئي ڇڏي (4, 54, 364, 108)
contact-left-l2[interactable]: اسسٽنٽ ڊائريڪٽر (A&A)، M&E سيل، P&D ڊپارٽمينٽ، GOS، اي ميل: ddo.mecpdd@gmail.com (641, 1487, 879, 1510)
lead-photo-block (799, 133, 1146, 313)
body-text: ضلعي انتظاميه جي ترجمان ٻڌايو ته متاثر ٿيل علائقن ۾ امدادي ڪم جاري آهي ۽ متاثرين ۾ راشن، ٽينٽ ۽ ٻيو ضروري سامان ورهايو پيو وڃي. صحت کاتي پاران طبي ڪيمپ قائم ڪيا ويا آهن جتي مفت دوائون ڏنيون پيون وڃن. تعليمي ادارن جي بحالي لاءِ پڻ اقدام ڪيا پيا وڃن. سماجي تنظيمن رضاڪارانه طور تي مدد فراهم ڪئي آهي. مقامي اڳواڻن حڪومت کان مطالبو ڪيو ته نقصان جو جامع سروي ڪرائي متاثرين کي معاوضو ڏنو وڃي. هنن چيو ته ترقياتي فنڊ شفاف طريقي سان خرچ ڪيا وڃن ۽ ان جي نگراني لاءِ آزاد ڪميٽي ٺاهي وڃي. (373, 162, 616, 199)
govad-scope-title: ڪم جو دائرو (859, 1261, 911, 1271)
headline-korangi-sub2: پيٽروليم اگهن ۽ گهٽتائي آئي جي عوام ڪي رليف ڏيڻ جي ڪيو مطالبو (4, 788, 364, 803)
body-text: ضلعي انتظاميه جي ترجمان ٻڌايو ته متاثر ٿيل علائقن ۾ امدادي ڪم جاري آهي ۽ متاثرين ۾ راشن، ٽينٽ ۽ ٻيو ضروري سامان ورهايو پيو وڃي. صحت کاتي پاران طبي ڪيمپ قائم ڪيا ويا آهن جتي مفت دوائون ڏنيون پيون وڃن. تعليمي ادارن جي بحالي لاءِ پڻ اقدام ڪيا پيا وڃن. سماجي تنظيمن رضاڪارانه طور تي مدد فراهم ڪئي آهي. مقامي اڳواڻن حڪومت کان مطالبو ڪيو ته نقصان جو جامع سروي ڪرائي متاثرين کي معاوضو ڏنو وڃي. هنن چيو ته ترقياتي فنڊ شفاف طريقي سان خرچ ڪيا وڃن ۽ ان جي نگراني لاءِ آزاد ڪميٽي ٺاهي وڃي. (4, 1586, 180, 1637)
body-text: عوامي آواز جي ذريعن موجب هن موقعي تي ڳالهائيندي چيو ويو ته حڪومت کي عوام جي مسئلن ڏانهن فوري ڌيان ڏيڻ گهرجي. شهرين جو چوڻ آهي ته مهانگائي جي ڪري گهرن جو بجيٽ متاثر ٿي رهيو آهي ۽ بنيادي ضرورتن جون شيون پهچ کان ٻاهر ٿي ويون آهن. مقامي ماڻهن انتظاميه کان مطالبو ڪيو آهي ته فوري طور تي قيمتن تي ڪنٽرول ڪيو وڃي ۽ ذخيره اندوزن خلاف سخت ڪاروائي ڪئي وڃي. ان کان علاوه پاڻي، بجلي ۽ گيس جي لوڊشيڊنگ سبب به ماڻهو سخت پريشان آهن. اڳواڻن چيو ته جيڪڏهن مطالبا پورا نه ڪيا ويا ته احتجاجي تحريڪ کي وڌيڪ تيز ڪيو ويندو ۽ هڙتال جو اعلان ڪيو ويندو. پوليس حڪام جو چوڻ آهي ته امن امان جي صورتحال کي برقرار رکڻ لاءِ اضافي نفري تعينات ڪئي وئي آهي. ماحولياتي ماهرن خبردار ڪيو آهي ته موسمياتي تبديلي سبب ايندڙ سالن ۾ مسئلا وڌيڪ سنگين ٿي سگهن ٿا. (977, 726, 1146, 807)
scope-item: CSR 2024 جي سي سطح مقصد ۽ جاچ اسڪيم جي شروعات ۽ تصديق ڪئي (938, 1299, 1138, 1307)
korangi-photo-caption: ڪورنگي ۾ مهانگائي خلاف عوامي راڄ تحريڪ پاران احتجاجي مظاهرو ڪندي پلي ڪارڊ کنيل ڏسي سگهجن ٿا (11, 991, 229, 1006)
rain-col-b (799, 366, 969, 534)
drugs-story-cols (625, 635, 1146, 815)
headline-league: سٽهون ليگ ليبي چئيئرمين جي تعيءت جو ملسلو جاري (373, 1322, 616, 1336)
headline-karachi-rain-sub1: سپريم جي تا ناڪارا نظام، علائقي انتظاميه ۾ پي ڳالهي غري پڻي (782, 344, 989, 353)
headline-karachi-rain-sub2: شهري ڳوٺن ٿائنت محدود، بجلي بحالي ۽ ڪاروبار ٿيء، رهواسي پريشان (772, 355, 999, 364)
body-text: ضلعي انتظاميه جي ترجمان ٻڌايو ته متاثر ٿيل علائقن ۾ امدادي ڪم جاري آهي ۽ متاثرين ۾ راشن، ٽينٽ ۽ ٻيو ضروري سامان ورهايو پيو وڃي. صحت کاتي پاران طبي ڪيمپ قائم ڪيا ويا آهن جتي مفت دوائون ڏنيون پيون وڃن. تعليمي ادارن جي بحالي لاءِ پڻ اقدام ڪيا پيا وڃن. سماجي تنظيمن رضاڪارانه طور تي مدد فراهم ڪئي آهي. مقامي اڳواڻن حڪومت کان مطالبو ڪيو ته نقصان جو جامع سروي ڪرائي متاثرين کي معاوضو ڏنو وڃي. هنن چيو ته ترقياتي فنڊ شفاف طريقي سان خرچ ڪيا وڃن ۽ ان جي نگراني لاءِ آزاد ڪميٽي ٺاهي وڃي. (373, 1454, 616, 1490)
headline-minority-sub2: اگهائن جو وفاقي آئيني عدالت جي فيصلي تي نظرثاني ۽ قانوني اصلاح جو مطالبو (625, 879, 1146, 893)
body-text: ضلعي انتظاميه جي ترجمان ٻڌايو ته متاثر ٿيل علائقن ۾ امدادي ڪم جاري آهي ۽ متاثرين ۾ راشن، ٽينٽ ۽ ٻيو ضروري سامان ورهايو پيو وڃي. صحت کاتي پاران طبي ڪيمپ قائم ڪيا ويا آهن جتي مفت دوائون ڏنيون پيون وڃن. تعليمي ادارن جي بحالي لاءِ پڻ اقدام ڪيا پيا وڃن. سماجي تنظيمن رضاڪارانه طور تي مدد فراهم ڪئي آهي. مقامي اڳواڻن حڪومت کان مطالبو ڪيو ته نقصان جو جامع سروي ڪرائي متاثرين کي معاوضو ڏنو وڃي. هنن چيو ته ترقياتي فنڊ شفاف طريقي سان خرچ ڪيا وڃن ۽ ان جي نگراني لاءِ آزاد ڪميٽي ٺاهي وڃي. (188, 1013, 364, 1065)
jobportal-label (990, 1535, 1138, 1597)
left-inner-col-a (4, 334, 180, 730)
left-lower-col-a (4, 1014, 180, 1348)
body-text: عوامي آواز جي ذريعن موجب هن موقعي تي ڳالهائيندي چيو ويو ته حڪومت کي عوام جي مسئلن ڏانهن فوري ڌيان ڏيڻ گهرجي. شهرين جو چوڻ آهي ته مهانگائي جي ڪري گهرن جو بجيٽ متاثر ٿي رهيو آهي ۽ بنيادي ضرورتن جون شيون پهچ کان ٻاهر ٿي ويون آهن. مقامي ماڻهن انتظاميه کان مطالبو ڪيو آهي ته فوري طور تي قيمتن تي ڪنٽرول ڪيو وڃي ۽ ذخيره اندوزن خلاف سخت ڪاروائي ڪئي وڃي. ان کان علاوه پاڻي، بجلي ۽ گيس جي لوڊشيڊنگ سبب به ماڻهو سخت پريشان آهن. اڳواڻن چيو ته جيڪڏهن مطالبا پورا نه ڪيا ويا ته احتجاجي تحريڪ کي وڌيڪ تيز ڪيو ويندو ۽ هڙتال جو اعلان ڪيو ويندو. پوليس حڪام جو چوڻ آهي ته امن امان جي صورتحال کي برقرار رکڻ لاءِ اضافي نفري تعينات ڪئي وئي آهي. ماحولياتي ماهرن خبردار ڪيو آهي ته موسمياتي تبديلي سبب ايندڙ سالن ۾ مسئلا وڌيڪ سنگين ٿي سگهن ٿا. (373, 1577, 616, 1636)
left-two-col (4, 334, 364, 730)
eligibility-item: اڳوڻين منصوبن ۾ TPM جي تجربي جو ثبوت ضروري (1005, 1401, 1138, 1409)
headline-naushahro: نوشهروفيروز ۾ سبسي ضلعي انچارج تي ڪريشن جا الزام (373, 622, 616, 654)
govad-body (627, 1210, 1144, 1467)
lead-headline: پيٽرول اگهن ۾ واڌ خلاف سکرنڊ ۾ ريليون، حڪومت خلاف نعريبازي (625, 24, 1146, 78)
lead-subhead-3: اگهن ۾ واڌ وارو فيصلو هڪدم واپس وٺڻ، نه ته احتجاجي تحريڪ تيز ڪنداسين (اڳواڻ) (625, 115, 1146, 132)
headline-sindh-office-sub: ڪنجڪ جي سرڪاري پاران پهنجي پهنجي پهنجي سرڪاري جو ڪم جي حالت (383, 1191, 606, 1208)
headline-land-fraud: ٽنڊوالهيار ۽ حيدرآباد ۾ راسن جي جعلسازي ذريعي زمين رجسٽرڊ ٿي جوائز (4, 1550, 364, 1565)
govad-para2: مانيٽرنگ اينڊ ايواليوشن سيل (MEC) پلاننگ اينڊ ڊيولپمينٽ ڊپارٽمينٽ جي ڏنل مينڊيٽ موجب، ADP 2025-26 جي منظور ٿيل اسڪيمن جي آزاد ٿرڊ پارٽي ويليڊيشن (TPV) ڪرڻ جي ذميواري رکي ٿو. (633, 1246, 1138, 1254)
body-text: ضلعي انتظاميه جي ترجمان ٻڌايو ته متاثر ٿيل علائقن ۾ امدادي ڪم جاري آهي ۽ متاثرين ۾ راشن، ٽينٽ ۽ ٻيو ضروري سامان ورهايو پيو وڃي. صحت کاتي پاران طبي ڪيمپ قائم ڪيا ويا آهن جتي مفت دوائون ڏنيون پيون وڃن. تعليمي ادارن جي بحالي لاءِ پڻ اقدام ڪيا پيا وڃن. سماجي تنظيمن رضاڪارانه طور تي مدد فراهم ڪئي آهي. مقامي اڳواڻن حڪومت کان مطالبو ڪيو ته نقصان جو جامع سروي ڪرائي متاثرين کي معاوضو ڏنو وڃي. هنن چيو ته ترقياتي فنڊ شفاف طريقي سان خرچ ڪيا وڃن ۽ ان جي نگراني لاءِ آزاد ڪميٽي ٺاهي وڃي. (827, 895, 982, 960)
jobportal-line1: JOB PORTAL BY (989, 1533, 1120, 1575)
headline-sindh-office: سنڌ هولڊنگ آفيس تي پهنجي انتظام جي اهتمام (373, 1175, 616, 1189)
sukkur-rally-photo (800, 133, 1146, 281)
left-inner-col-b (184, 334, 364, 730)
body-text: ضلعي انتظاميه جي ترجمان ٻڌايو ته متاثر ٿيل علائقن ۾ امدادي ڪم جاري آهي ۽ متاثرين ۾ راشن، ٽينٽ ۽ ٻيو ضروري سامان ورهايو پيو وڃي. صحت کاتي پاران طبي ڪيمپ قائم ڪيا ويا آهن جتي مفت دوائون ڏنيون پيون وڃن. تعليمي ادارن جي بحالي لاءِ پڻ اقدام ڪيا پيا وڃن. سماجي تنظيمن رضاڪارانه طور تي مدد فراهم ڪئي آهي. مقامي اڳواڻن حڪومت کان مطالبو ڪيو ته نقصان جو جامع سروي ڪرائي متاثرين کي معاوضو ڏنو وڃي. هنن چيو ته ترقياتي فنڊ شفاف طريقي سان خرچ ڪيا وڃن ۽ ان جي نگراني لاءِ آزاد ڪميٽي ٺاهي وڃي. (803, 634, 970, 693)
govad-eligibility-title: اهليت جا معيار (856, 1350, 915, 1360)
govad-sub-line2: صلاحڪاري خدمتن جو آئوٽ سورسنگ 2025-26 (ADP NO.114 UID CTAAN-PP-21-00632025-26) (647, 1171, 1124, 1204)
body-text: عوامي آواز جي ذريعن موجب هن موقعي تي ڳالهائيندي چيو ويو ته حڪومت کي عوام جي مسئلن ڏانهن فوري ڌيان ڏيڻ گهرجي. شهرين جو چوڻ آهي ته مهانگائي جي ڪري گهرن جو بجيٽ متاثر ٿي رهيو آهي ۽ بنيادي ضرورتن جون شيون پهچ کان ٻاهر ٿي ويون آهن. مقامي ماڻهن انتظاميه کان مطالبو ڪيو آهي ته فوري طور تي قيمتن تي ڪنٽرول ڪيو وڃي ۽ ذخيره اندوزن خلاف سخت ڪاروائي ڪئي وڃي. ان کان علاوه پاڻي، بجلي ۽ گيس جي لوڊشيڊنگ سبب به ماڻهو سخت پريشان آهن. اڳواڻن چيو ته جيڪڏهن مطالبا پورا نه ڪيا ويا ته احتجاجي تحريڪ کي وڌيڪ تيز ڪيو ويندو ۽ هڙتال جو اعلان ڪيو ويندو. پوليس حڪام جو چوڻ آهي ته امن امان جي صورتحال کي برقرار رکڻ لاءِ اضافي نفري تعينات ڪئي وئي آهي. ماحولياتي ماهرن خبردار ڪيو آهي ته موسمياتي تبديلي سبب ايندڙ سالن ۾ مسئلا وڌيڪ سنگين ٿي سگهن ٿا. (625, 133, 795, 213)
right-section (620, 22, 1146, 1858)
sports-subhead-2: بوسنيا خلاف پلي آف فائنل ۾ پينالٽي شوٽ آئوٽ تي شڪست سبب دٻاءُ وڌيو (4, 126, 364, 143)
sports-photo (133, 175, 364, 311)
headline-minority: حيدرآباد ۾ اقليتي برادري جو نوجوانين جي مبينا اغوا خلاف احتجاجي مظاهرو (625, 838, 1146, 860)
body-text: ضلعي انتظاميه جي ترجمان ٻڌايو ته متاثر ٿيل علائقن ۾ امدادي ڪم جاري آهي ۽ متاثرين ۾ راشن، ٽينٽ ۽ ٻيو ضروري سامان ورهايو پيو وڃي. صحت کاتي پاران طبي ڪيمپ قائم ڪيا ويا آهن جتي مفت دوائون ڏنيون پيون وڃن. تعليمي ادارن جي بحالي لاءِ پڻ اقدام ڪيا پيا وڃن. سماجي تنظيمن رضاڪارانه طور تي مدد فراهم ڪئي آهي. مقامي اڳواڻن حڪومت کان مطالبو ڪيو ته نقصان جو جامع سروي ڪرائي متاثرين کي معاوضو ڏنو وڃي. هنن چيو ته ترقياتي فنڊ شفاف طريقي سان خرچ ڪيا وڃن ۽ ان جي نگراني لاءِ آزاد ڪميٽي ٺاهي وڃي. (373, 1209, 616, 1245)
headline-kandhkot-sub2: ڇوهاري جواسلحا عادي ۾ فعال ڪاروائي آهي، پوليس جي دعويٰ (8, 1061, 176, 1078)
headline-korangi-sub1: ٽيل اسم ۾ اگهن ۾ واڌ ۾ مهانگائي سبب ڪاڍي پيچي جيئن شيون عام ماڻهو ڪن پري تي ويندي (37, 777, 331, 786)
headline-mid-2: چوٽي، پورهن ۽ ڳنڍيل ٿئي (373, 147, 616, 161)
contact-left-l1: وڌيڪ سوالن لاءِ، مهرباني ڪري ڊسو: (755, 1473, 879, 1483)
body-text: ضلعي انتظاميه جي ترجمان ٻڌايو ته متاثر ٿيل علائقن ۾ امدادي ڪم جاري آهي ۽ متاثرين ۾ راشن، ٽينٽ ۽ ٻيو ضروري سامان ورهايو پيو وڃي. صحت کاتي پاران طبي ڪيمپ قائم ڪيا ويا آهن جتي مفت دوائون ڏنيون پيون وڃن. تعليمي ادارن جي بحالي لاءِ پڻ اقدام ڪيا پيا وڃن. سماجي تنظيمن رضاڪارانه طور تي مدد فراهم ڪئي آهي. مقامي اڳواڻن حڪومت کان مطالبو ڪيو ته نقصان جو جامع سروي ڪرائي متاثرين کي معاوضو ڏنو وڃي. هنن چيو ته ترقياتي فنڊ شفاف طريقي سان خرچ ڪيا وڃن ۽ ان جي نگراني لاءِ آزاد ڪميٽي ٺاهي وڃي. (188, 334, 364, 385)
govad-eligibility-list (633, 1364, 1138, 1423)
korangi-side-text (240, 806, 364, 1008)
body-text: عوامي آواز جي ذريعن موجب هن موقعي تي ڳالهائيندي چيو ويو ته حڪومت کي عوام جي مسئلن ڏانهن فوري ڌيان ڏيڻ گهرجي. شهرين جو چوڻ آهي ته مهانگائي جي ڪري گهرن جو بجيٽ متاثر ٿي رهيو آهي ۽ بنيادي ضرورتن جون شيون پهچ کان ٻاهر ٿي ويون آهن. مقامي ماڻهن انتظاميه کان مطالبو ڪيو آهي ته فوري طور تي قيمتن تي ڪنٽرول ڪيو وڃي ۽ ذخيره اندوزن خلاف سخت ڪاروائي ڪئي وڃي. ان کان علاوه پاڻي، بجلي ۽ گيس جي لوڊشيڊنگ سبب به ماڻهو سخت پريشان آهن. اڳواڻن چيو ته جيڪڏهن مطالبا پورا نه ڪيا ويا ته احتجاجي تحريڪ کي وڌيڪ تيز ڪيو ويندو ۽ هڙتال جو اعلان ڪيو ويندو. پوليس حڪام جو چوڻ آهي ته امن امان جي صورتحال کي برقرار رکڻ لاءِ اضافي نفري تعينات ڪئي وئي آهي. ماحولياتي ماهرن خبردار ڪيو آهي ته موسمياتي تبديلي سبب ايندڙ سالن ۾ مسئلا وڌيڪ سنگين ٿي سگهن ٿا. (625, 634, 796, 715)
drugs-col-b (799, 635, 969, 815)
headline-press-club-sub: ساماڻين طرفان ڳالهه ڳالهه جي ٻاڻين، ڇپي جي آهي (411, 1718, 578, 1727)
govad-footer (627, 1531, 1144, 1601)
headline-khairpur-sub1: باهه سبب وڏي آءِ پي روم ۾ پيل فرنيچر ۽ پيپر گڏيمئي سامان سڙي ويو، فائر برگيڊ وقت تي پهچي ويو (8, 1212, 176, 1229)
mec-seal-icon (633, 1038, 685, 1090)
govad-apply-title: درخواست ڪيئن ڏجي (843, 1428, 928, 1438)
headline-korangi-protest: مهانگائي خلاف ڪورنگي ۾ عوامي راڄ تحريڪ جو احتجاجي مظاهرو (4, 736, 364, 775)
headline-minority-sub: نيشنل ڪميشن فار جسٽس ۽ پيس طرفان ڳالهه جي نظرئي ۽ قانوني اصلاح جو مطالبو (625, 862, 1146, 877)
